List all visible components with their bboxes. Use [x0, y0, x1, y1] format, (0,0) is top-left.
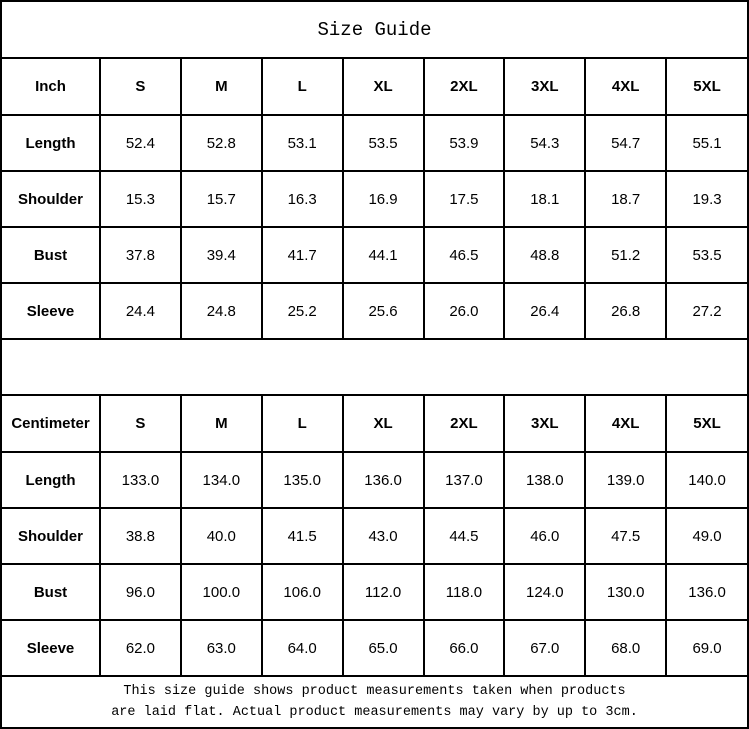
- table-row: [2, 115, 747, 171]
- size-column-header: 5XL: [666, 59, 747, 115]
- measurement-cell: 39.4: [181, 227, 262, 283]
- measurement-cell: 54.3: [504, 115, 585, 171]
- size-column-header: XL: [343, 59, 424, 115]
- measurement-cell: 27.2: [666, 283, 747, 339]
- measurement-cell: 47.5: [585, 508, 666, 564]
- footer-note-line-1: This size guide shows product measurements taken when products: [123, 684, 626, 699]
- measurement-cell: 100.0: [181, 564, 262, 620]
- header-row: [2, 59, 747, 115]
- inch-size-table: [2, 59, 747, 340]
- measurement-cell: 44.1: [343, 227, 424, 283]
- size-column-header: M: [181, 59, 262, 115]
- footer-note-line-2: are laid flat. Actual product measurements may vary by up to 3cm.: [111, 705, 638, 720]
- measurement-cell: 41.5: [262, 508, 343, 564]
- table-row: [2, 283, 747, 339]
- measurement-cell: 96.0: [100, 564, 181, 620]
- measurement-cell: 138.0: [504, 452, 585, 508]
- measurement-cell: 19.3: [666, 171, 747, 227]
- size-column-header: 3XL: [504, 59, 585, 115]
- measurement-cell: 46.5: [424, 227, 505, 283]
- size-column-header: L: [262, 59, 343, 115]
- size-column-header: 3XL: [504, 396, 585, 452]
- measurement-cell: 18.7: [585, 171, 666, 227]
- table-row: [2, 227, 747, 283]
- measurement-cell: 44.5: [424, 508, 505, 564]
- measure-row-label: Length: [2, 452, 100, 508]
- measurement-cell: 46.0: [504, 508, 585, 564]
- measurement-cell: 43.0: [343, 508, 424, 564]
- measure-row-label: Shoulder: [2, 508, 100, 564]
- unit-header-cell: Inch: [2, 59, 100, 115]
- size-column-header: XL: [343, 396, 424, 452]
- measurement-cell: 25.2: [262, 283, 343, 339]
- measurement-cell: 51.2: [585, 227, 666, 283]
- size-column-header: 4XL: [585, 59, 666, 115]
- measure-row-label: Bust: [2, 227, 100, 283]
- size-column-header: M: [181, 396, 262, 452]
- measurement-cell: 38.8: [100, 508, 181, 564]
- footer-note: [2, 677, 747, 727]
- size-column-header: 5XL: [666, 396, 747, 452]
- measurement-cell: 17.5: [424, 171, 505, 227]
- size-column-header: S: [100, 59, 181, 115]
- table-row: [2, 452, 747, 508]
- table-row: [2, 171, 747, 227]
- measurement-cell: 136.0: [666, 564, 747, 620]
- measurement-cell: 62.0: [100, 620, 181, 676]
- measurement-cell: 65.0: [343, 620, 424, 676]
- measurement-cell: 18.1: [504, 171, 585, 227]
- measurement-cell: 67.0: [504, 620, 585, 676]
- measurement-cell: 26.4: [504, 283, 585, 339]
- measurement-cell: 133.0: [100, 452, 181, 508]
- size-column-header: L: [262, 396, 343, 452]
- measurement-cell: 124.0: [504, 564, 585, 620]
- measurement-cell: 41.7: [262, 227, 343, 283]
- measurement-cell: 55.1: [666, 115, 747, 171]
- measurement-cell: 54.7: [585, 115, 666, 171]
- measurement-cell: 52.8: [181, 115, 262, 171]
- measurement-cell: 64.0: [262, 620, 343, 676]
- measurement-cell: 135.0: [262, 452, 343, 508]
- measurement-cell: 130.0: [585, 564, 666, 620]
- measurement-cell: 52.4: [100, 115, 181, 171]
- table-row: [2, 508, 747, 564]
- table-row: [2, 620, 747, 676]
- measurement-cell: 66.0: [424, 620, 505, 676]
- measurement-cell: 106.0: [262, 564, 343, 620]
- measurement-cell: 139.0: [585, 452, 666, 508]
- page-title: Size Guide: [2, 2, 747, 59]
- measurement-cell: 134.0: [181, 452, 262, 508]
- measure-row-label: Sleeve: [2, 620, 100, 676]
- centimeter-size-table: [2, 396, 747, 677]
- measurement-cell: 69.0: [666, 620, 747, 676]
- measure-row-label: Length: [2, 115, 100, 171]
- measurement-cell: 48.8: [504, 227, 585, 283]
- size-column-header: S: [100, 396, 181, 452]
- table-spacer: [2, 340, 747, 396]
- measurement-cell: 53.1: [262, 115, 343, 171]
- measurement-cell: 26.0: [424, 283, 505, 339]
- measurement-cell: 137.0: [424, 452, 505, 508]
- table-row: [2, 564, 747, 620]
- header-row: [2, 396, 747, 452]
- measurement-cell: 118.0: [424, 564, 505, 620]
- measurement-cell: 140.0: [666, 452, 747, 508]
- measurement-cell: 40.0: [181, 508, 262, 564]
- unit-header-cell: Centimeter: [2, 396, 100, 452]
- measure-row-label: Sleeve: [2, 283, 100, 339]
- measurement-cell: 26.8: [585, 283, 666, 339]
- measurement-cell: 68.0: [585, 620, 666, 676]
- measurement-cell: 24.8: [181, 283, 262, 339]
- measure-row-label: Shoulder: [2, 171, 100, 227]
- measurement-cell: 15.3: [100, 171, 181, 227]
- measurement-cell: 16.3: [262, 171, 343, 227]
- size-column-header: 2XL: [424, 59, 505, 115]
- measurement-cell: 63.0: [181, 620, 262, 676]
- measurement-cell: 24.4: [100, 283, 181, 339]
- size-column-header: 2XL: [424, 396, 505, 452]
- measurement-cell: 136.0: [343, 452, 424, 508]
- measurement-cell: 25.6: [343, 283, 424, 339]
- measurement-cell: 15.7: [181, 171, 262, 227]
- measurement-cell: 112.0: [343, 564, 424, 620]
- measurement-cell: 37.8: [100, 227, 181, 283]
- measure-row-label: Bust: [2, 564, 100, 620]
- measurement-cell: 16.9: [343, 171, 424, 227]
- measurement-cell: 53.5: [343, 115, 424, 171]
- measurement-cell: 49.0: [666, 508, 747, 564]
- measurement-cell: 53.5: [666, 227, 747, 283]
- size-column-header: 4XL: [585, 396, 666, 452]
- measurement-cell: 53.9: [424, 115, 505, 171]
